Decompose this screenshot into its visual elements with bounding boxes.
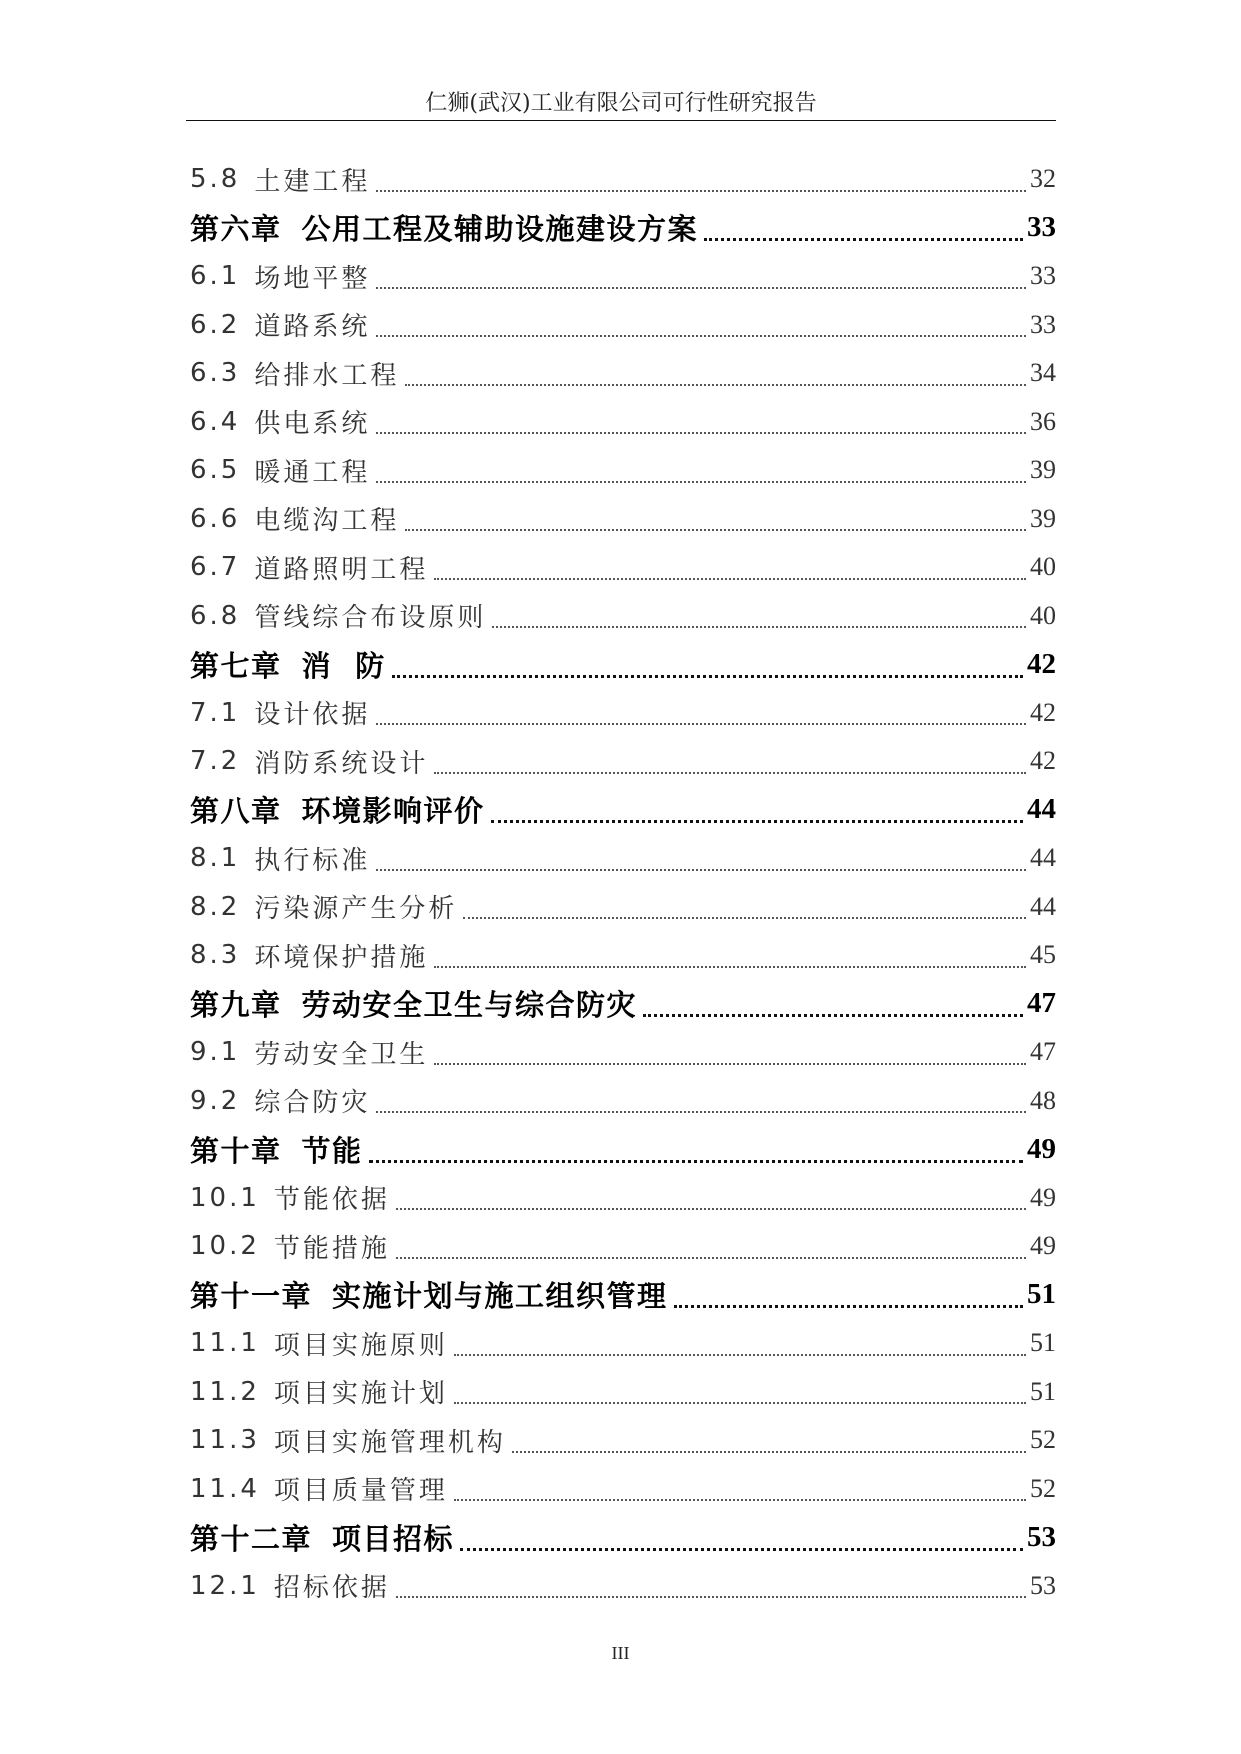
toc-entry-page: 53: [1030, 1570, 1056, 1600]
dot-leader: [454, 1402, 1026, 1404]
toc-entry-title: 消 防: [301, 648, 386, 683]
dot-leader: [396, 1596, 1026, 1598]
toc-entry-title: 项目实施计划: [273, 1379, 448, 1410]
toc-entry-title: 道路照明工程: [254, 554, 429, 585]
toc-section-entry[interactable]: [190, 1222, 1056, 1271]
toc-entry-page: 42: [1030, 697, 1056, 727]
toc-entry-title: 土建工程: [254, 166, 371, 197]
toc-entry-title: 实施计划与施工组织管理: [332, 1279, 668, 1314]
toc-entry-number: 6.4: [190, 406, 241, 437]
dot-leader: [376, 869, 1026, 871]
dot-leader: [376, 1111, 1026, 1113]
toc-section-entry[interactable]: [190, 301, 1056, 350]
dot-leader: [512, 1451, 1026, 1453]
toc-entry-title: 项目实施原则: [273, 1330, 448, 1361]
toc-chapter-entry[interactable]: [190, 204, 1056, 253]
toc-entry-page: 40: [1030, 600, 1056, 630]
toc-entry-page: 53: [1027, 1520, 1056, 1553]
toc-entry-title: 劳动安全卫生与综合防灾: [301, 988, 638, 1023]
dot-leader: [460, 1548, 1023, 1551]
toc-entry-number: 11.1: [190, 1328, 260, 1359]
toc-entry-title: 供电系统: [254, 409, 371, 440]
toc-entry-page: 39: [1030, 455, 1056, 485]
toc-entry-title: 项目招标: [332, 1521, 455, 1556]
toc-chapter-entry[interactable]: [190, 640, 1056, 689]
toc-entry-page: 49: [1030, 1231, 1056, 1261]
toc-entry-page: 48: [1030, 1085, 1056, 1115]
toc-chapter-entry[interactable]: [190, 786, 1056, 835]
toc-entry-page: 52: [1030, 1425, 1056, 1455]
dot-leader: [434, 1063, 1026, 1065]
toc-entry-title: 环境影响评价: [301, 794, 485, 829]
dot-leader: [492, 626, 1026, 628]
toc-entry-title: 场地平整: [254, 263, 371, 294]
toc-entry-title: 消防系统设计: [254, 748, 429, 779]
toc-entry-number: 9.1: [190, 1037, 241, 1068]
toc-section-entry[interactable]: [190, 592, 1056, 641]
toc-entry-page: 44: [1030, 891, 1056, 921]
toc-entry-page: 34: [1030, 358, 1056, 388]
toc-section-entry[interactable]: [190, 155, 1056, 204]
dot-leader: [376, 481, 1026, 483]
toc-entry-title: 管线综合布设原则: [254, 603, 487, 634]
toc-section-entry[interactable]: [190, 543, 1056, 592]
toc-entry-number: 6.2: [190, 309, 241, 340]
dot-leader: [369, 1160, 1023, 1163]
toc-entry-number: 第十章: [190, 1133, 282, 1168]
running-header: 仁狮(武汉)工业有限公司可行性研究报告: [425, 91, 817, 116]
dot-leader: [434, 772, 1026, 774]
toc-entry-number: 11.4: [190, 1473, 260, 1504]
dot-leader: [396, 1208, 1026, 1210]
toc-entry-page: 36: [1030, 406, 1056, 436]
toc-entry-number: 6.5: [190, 455, 241, 486]
toc-entry-number: 6.1: [190, 261, 241, 292]
dot-leader: [376, 723, 1026, 725]
toc-entry-title: 暖通工程: [254, 457, 371, 488]
dot-leader: [491, 820, 1023, 823]
toc-chapter-entry[interactable]: [190, 1271, 1056, 1320]
toc-entry-page: 44: [1027, 793, 1056, 826]
toc-entry-title: 项目质量管理: [273, 1476, 448, 1507]
toc-section-entry[interactable]: [190, 931, 1056, 980]
toc-entry-number: 11.2: [190, 1376, 260, 1407]
toc-entry-page: 51: [1027, 1278, 1056, 1311]
toc-section-entry[interactable]: [190, 1319, 1056, 1368]
toc-entry-title: 综合防灾: [254, 1088, 371, 1119]
toc-entry-page: 42: [1030, 746, 1056, 776]
toc-entry-page: 51: [1030, 1328, 1056, 1358]
toc-entry-number: 7.1: [190, 697, 241, 728]
toc-section-entry[interactable]: [190, 1465, 1056, 1514]
toc-entry-title: 公用工程及辅助设施建设方案: [301, 212, 699, 247]
dot-leader: [405, 384, 1026, 386]
toc-entry-title: 电缆沟工程: [254, 506, 400, 537]
toc-section-entry[interactable]: [190, 1368, 1056, 1417]
toc-entry-number: 5.8: [190, 164, 241, 195]
toc-section-entry[interactable]: [190, 834, 1056, 883]
toc-entry-number: 第十一章: [190, 1279, 313, 1314]
toc-entry-title: 执行标准: [254, 845, 371, 876]
toc-entry-title: 给排水工程: [254, 360, 400, 391]
dot-leader: [463, 917, 1026, 919]
toc-entry-number: 6.8: [190, 600, 241, 631]
toc-entry-page: 47: [1027, 987, 1056, 1020]
dot-leader: [643, 1014, 1023, 1017]
toc-entry-number: 第六章: [190, 212, 282, 247]
toc-entry-number: 11.3: [190, 1425, 260, 1456]
toc-section-entry[interactable]: [190, 689, 1056, 738]
toc-section-entry[interactable]: [190, 252, 1056, 301]
toc-entry-number: 8.1: [190, 843, 241, 874]
toc-entry-number: 8.2: [190, 891, 241, 922]
toc-entry-page: 33: [1027, 211, 1056, 244]
toc-entry-number: 6.6: [190, 503, 241, 534]
toc-entry-page: 40: [1030, 552, 1056, 582]
toc-entry-page: 47: [1030, 1037, 1056, 1067]
dot-leader: [376, 432, 1026, 434]
dot-leader: [376, 335, 1026, 337]
toc-entry-page: 51: [1030, 1376, 1056, 1406]
toc-entry-number: 8.3: [190, 940, 241, 971]
table-of-contents: [190, 155, 1056, 1610]
toc-entry-title: 污染源产生分析: [254, 894, 458, 925]
dot-leader: [392, 675, 1023, 678]
toc-entry-number: 9.2: [190, 1085, 241, 1116]
dot-leader: [376, 190, 1026, 192]
toc-entry-page: 42: [1027, 647, 1056, 680]
header-rule: [186, 120, 1056, 121]
toc-chapter-entry[interactable]: [190, 980, 1056, 1029]
toc-entry-page: 45: [1030, 940, 1056, 970]
toc-entry-number: 6.7: [190, 552, 241, 583]
toc-entry-number: 10.2: [190, 1231, 260, 1262]
toc-entry-title: 设计依据: [254, 700, 371, 731]
toc-section-entry[interactable]: [190, 446, 1056, 495]
toc-entry-number: 第七章: [190, 648, 282, 683]
toc-entry-number: 6.3: [190, 358, 241, 389]
toc-chapter-entry[interactable]: [190, 1125, 1056, 1174]
toc-entry-number: 第九章: [190, 988, 282, 1023]
toc-section-entry[interactable]: [190, 1077, 1056, 1126]
toc-entry-title: 项目实施管理机构: [273, 1427, 506, 1458]
toc-entry-number: 10.1: [190, 1182, 260, 1213]
toc-section-entry[interactable]: [190, 1028, 1056, 1077]
toc-entry-page: 39: [1030, 503, 1056, 533]
dot-leader: [674, 1305, 1023, 1308]
toc-entry-number: 12.1: [190, 1570, 260, 1601]
toc-entry-page: 49: [1027, 1132, 1056, 1165]
toc-entry-title: 节能: [301, 1133, 363, 1168]
dot-leader: [434, 578, 1026, 580]
toc-chapter-entry[interactable]: [190, 1513, 1056, 1562]
toc-entry-number: 第八章: [190, 794, 282, 829]
dot-leader: [454, 1499, 1026, 1501]
toc-entry-title: 劳动安全卫生: [254, 1039, 429, 1070]
toc-entry-page: 52: [1030, 1473, 1056, 1503]
dot-leader: [704, 238, 1023, 241]
toc-entry-number: 7.2: [190, 746, 241, 777]
toc-section-entry[interactable]: [190, 495, 1056, 544]
toc-entry-page: 32: [1030, 164, 1056, 194]
toc-entry-page: 49: [1030, 1182, 1056, 1212]
toc-entry-number: 第十二章: [190, 1521, 313, 1556]
page-number: III: [611, 1643, 630, 1663]
toc-section-entry[interactable]: [190, 398, 1056, 447]
toc-section-entry[interactable]: [190, 1562, 1056, 1611]
toc-section-entry[interactable]: [190, 883, 1056, 932]
dot-leader: [454, 1354, 1026, 1356]
toc-section-entry[interactable]: [190, 349, 1056, 398]
dot-leader: [396, 1257, 1026, 1259]
dot-leader: [376, 287, 1026, 289]
toc-entry-page: 33: [1030, 309, 1056, 339]
toc-entry-title: 招标依据: [273, 1573, 390, 1604]
dot-leader: [434, 966, 1026, 968]
toc-entry-page: 33: [1030, 261, 1056, 291]
toc-section-entry[interactable]: [190, 1174, 1056, 1223]
toc-section-entry[interactable]: [190, 737, 1056, 786]
dot-leader: [405, 529, 1026, 531]
toc-entry-page: 44: [1030, 843, 1056, 873]
toc-entry-title: 节能依据: [273, 1185, 390, 1216]
toc-section-entry[interactable]: [190, 1416, 1056, 1465]
toc-entry-title: 节能措施: [273, 1233, 390, 1264]
toc-entry-title: 道路系统: [254, 312, 371, 343]
toc-entry-title: 环境保护措施: [254, 942, 429, 973]
